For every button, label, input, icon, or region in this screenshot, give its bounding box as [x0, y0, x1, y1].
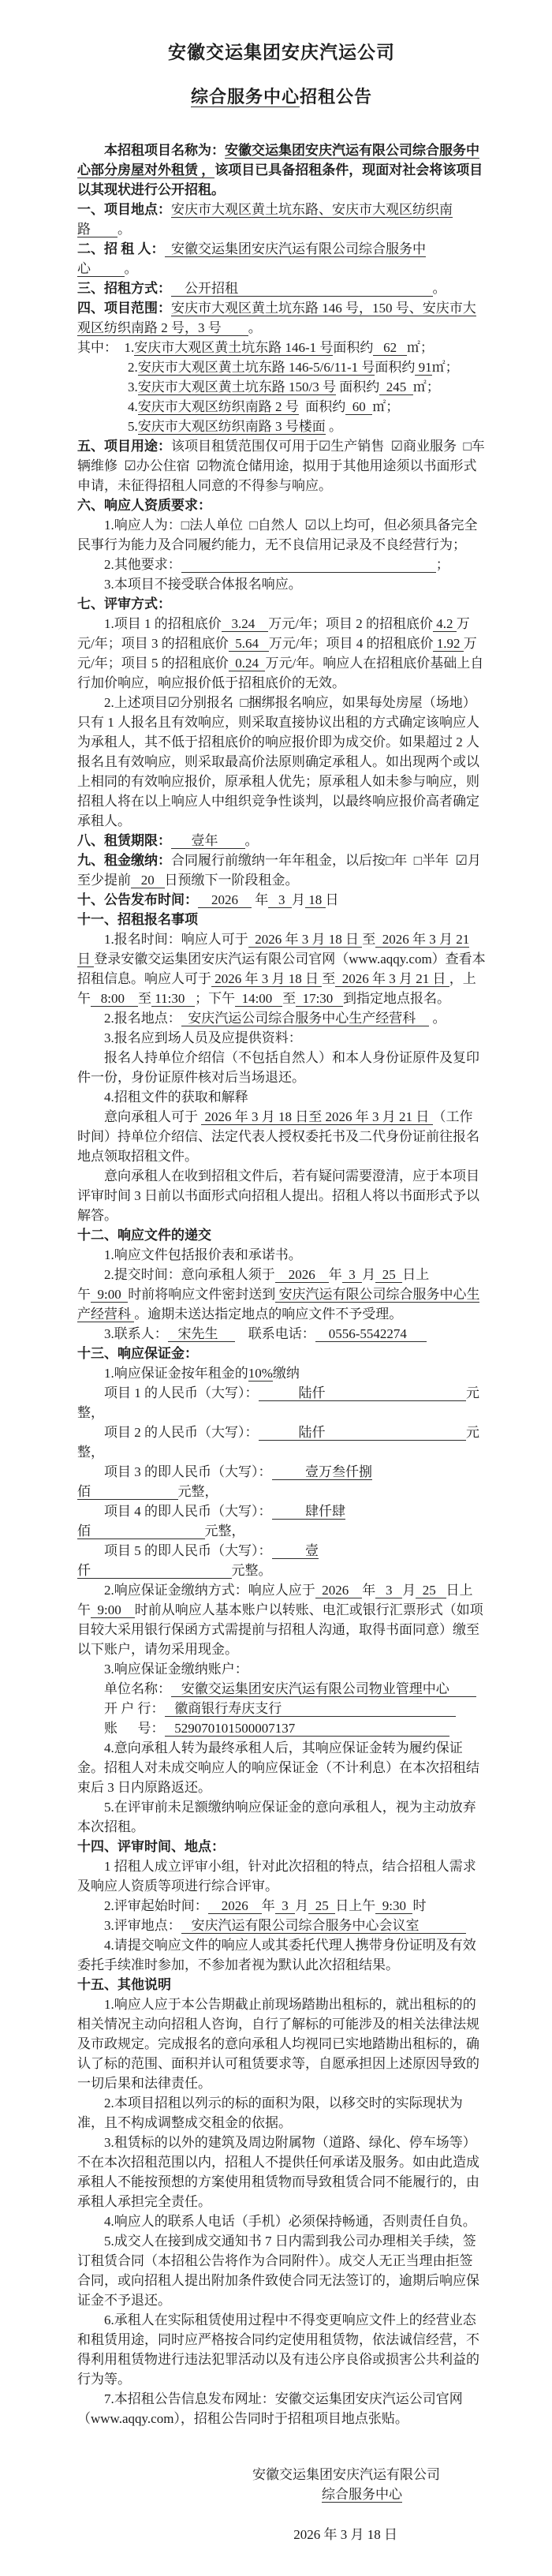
fill-in-value: 宋先生	[167, 1326, 235, 1341]
text-segment: 6.承租人在实际租赁使用过程中不得变更响应文件上的经营业态和租赁用途，同时应严格按合同约定使用租赁物，依法诚信经营，不得利用租赁物进行违法犯罪活动以及有违公序良俗或损害公共利益的行为等。	[77, 2312, 479, 2387]
fill-in-value: 2026 年 3 月 21 日	[335, 971, 449, 986]
fill-in-value: 壹万叁仟捌佰	[77, 1464, 372, 1499]
text-segment: 至	[362, 932, 376, 947]
text-segment: 时前从响应人基本账户以转账、电汇或银行汇票形式（如项目较大采用银行保函方式需提前与招租人沟通，取得书面同意）缴至以下账户，请勿采用现金。	[77, 1602, 483, 1657]
text-segment: 年	[261, 1898, 275, 1913]
fill-in-value: 3	[268, 892, 292, 907]
document-title-rest: 招租公告	[300, 87, 373, 107]
fill-in-value: 公开招租	[171, 281, 433, 296]
section-heading	[77, 200, 486, 239]
text-segment: 1.报名时间：响应人可于	[104, 932, 248, 947]
text-segment: 物流仓储用途，拟用于其他用途须以书面形式申请，未征得招租人同意的不得参与响应。	[77, 458, 477, 493]
section-heading	[77, 910, 486, 929]
sub-item	[77, 2093, 486, 2133]
text-segment: 登录安徽交运集团安庆汽运有限公司官网（www.aqqy.com）查看本招租信息。响应人可于	[77, 952, 486, 986]
checkbox-checked-icon: ☑	[319, 439, 331, 454]
text-segment: 年	[252, 892, 269, 907]
text-segment: 。	[432, 281, 446, 296]
fill-in-value: 25	[308, 1898, 336, 1913]
fill-in-value: 安庆汽运有限公司综合服务中心生产经营科	[77, 1287, 480, 1322]
fill-in-value: 10%	[248, 1366, 273, 1381]
text-segment: 七、评审方式：	[77, 596, 171, 611]
text-segment: 年	[362, 1583, 376, 1598]
text-segment: 5.成交人在接到成交通知书 7 日内需到我公司办理相关手续，签订租赁合同（本招租公告将作为合同附件）。成交人无正当理由拒签合同，或向招租人提出附加条件致使合同无法签订的，逾期后响应保证金不予退还。	[77, 2234, 479, 2308]
text-segment: 至	[282, 991, 297, 1006]
text-segment: 2.其他要求：	[104, 557, 181, 572]
fill-in-value: 5.64	[228, 636, 269, 651]
fill-in-value: 62	[373, 340, 407, 355]
text-segment: 4.招租文件的获取和解释	[104, 1090, 248, 1105]
text-segment: 万元/年；项目 4 的招租底价	[268, 636, 434, 651]
document-body	[77, 140, 486, 2428]
text-segment: 1.项目 1 的招租底价	[104, 616, 222, 631]
fill-in-value: 3	[274, 1898, 296, 1913]
account-line	[77, 1699, 486, 1718]
text-segment: 时	[412, 1898, 427, 1913]
text-segment: 项目 1 的人民币（大写）：	[104, 1385, 259, 1400]
text-segment: 缴纳	[272, 1366, 300, 1381]
text-segment: 商业服务	[403, 439, 464, 454]
text-segment: 十五、其他说明	[77, 1977, 171, 1992]
text-segment: ㎡；	[406, 340, 434, 355]
fill-in-value: 安徽交运集团安庆汽运有限公司综合服务中心	[77, 241, 426, 276]
text-segment: ；下午	[195, 991, 236, 1006]
text-segment: 1.响应保证金按年租金的	[104, 1366, 248, 1381]
checkbox-checked-icon: ☑	[455, 853, 468, 868]
sub-item	[77, 338, 486, 357]
fill-in-value: 安庆市大观区纺织南路 3 号楼面	[137, 419, 326, 434]
sub-item	[77, 2211, 486, 2231]
text-segment: 报名人持单位介绍信（不包括自然人）和本人身份证原件及复印件一份，身份证原件核对后当场退还。	[77, 1050, 479, 1085]
text-segment: ，上午	[77, 971, 476, 1006]
deposit-line	[77, 1423, 486, 1462]
sub-item	[77, 1087, 486, 1107]
text-segment: 至	[322, 971, 336, 986]
paragraph	[77, 1107, 486, 1166]
text-segment: 项目 2 的人民币（大写）：	[104, 1425, 259, 1440]
sub-item	[77, 574, 486, 594]
text-segment: 开 户 行：	[104, 1701, 165, 1716]
section-heading	[77, 1837, 486, 1856]
fill-in-value: 91	[415, 360, 432, 375]
document-title-underlined-part: 综合服务中心	[190, 87, 300, 107]
sub-item	[77, 1797, 486, 1837]
checkbox-unchecked-icon: □	[413, 853, 423, 868]
paragraph	[77, 1048, 486, 1087]
text-segment: 九、租金缴纳：	[77, 853, 171, 868]
text-segment: 办公住宿	[136, 458, 197, 473]
text-segment: 账	[104, 1721, 138, 1736]
text-segment: 至	[137, 991, 151, 1006]
fill-in-value: 2026 年 3 月 18 日	[211, 971, 323, 986]
text-segment: 元整，	[77, 1385, 479, 1420]
sub-item	[77, 1738, 486, 1797]
text-segment: 1.	[124, 340, 135, 355]
text-segment: 意向承租人在收到招租文件后，若有疑问需要澄清，应于本项目评审时间 3 日前以书面形式向招租人提出。招租人将以书面形式予以解答。	[77, 1168, 479, 1223]
signature-company: 安徽交运集团安庆汽运有限公司	[252, 2467, 440, 2482]
fill-in-value: 安庆汽运有限公司综合服务中心会议室	[181, 1918, 466, 1933]
fill-in-value	[181, 557, 436, 573]
text-segment: 。	[117, 222, 131, 237]
text-segment: 1.响应人应于本公告期截止前现场踏勘出租标的，就出租标的的相关情况主动向招租人咨询，自行了解标的可能涉及的相关法律法规及市政规定。完成报名的意向承租人均视同已实地踏勘出租标的，确认了标的范围、面积并认可租赁要求等，自愿承担因上述原因导致的一切后果和法律责任。	[77, 1997, 479, 2091]
text-segment: 。	[325, 419, 342, 434]
fill-in-value: 2026 年 3 月 18 日至 2026 年 3 月 21 日	[201, 1109, 433, 1124]
fill-in-value: 2026 年 3 月 18 日	[248, 932, 363, 947]
sub-item	[77, 2389, 486, 2428]
text-segment: 3.	[128, 379, 138, 394]
fill-in-value: 3	[341, 1267, 363, 1282]
section-heading	[77, 495, 486, 515]
fill-in-value: 14:00	[235, 991, 283, 1006]
fill-in-value: 9:00	[91, 1287, 129, 1302]
fill-in-value: 529070101500007137	[164, 1721, 449, 1736]
intro-paragraph	[77, 140, 486, 200]
section-heading	[77, 298, 486, 338]
text-segment: 万元/年；项目 2 的招租底价	[268, 616, 433, 631]
section-heading	[77, 1344, 486, 1363]
fill-in-value: 安庆市大观区纺织南路 2 号	[137, 399, 299, 414]
text-segment: 十三、响应保证金：	[77, 1346, 198, 1361]
text-segment: 其中：	[77, 340, 125, 355]
checkbox-unchecked-icon: □	[181, 518, 190, 533]
deposit-line	[77, 1383, 486, 1423]
checkbox-unchecked-icon: □	[249, 518, 258, 533]
text-segment: 半年	[422, 853, 456, 868]
text-segment: 面积约	[335, 379, 380, 394]
fill-in-value: 4.2	[432, 616, 457, 631]
sub-item	[77, 1008, 486, 1028]
text-segment: 法人单位	[189, 518, 250, 533]
text-segment: 合同履行前缴纳一年年租金，以后按	[171, 853, 386, 868]
text-segment: 该项目已具备招租条件，现面对社会将该项目以其现状进行公开招租。	[77, 163, 483, 197]
text-segment: 3.响应保证金缴纳账户：	[104, 1662, 248, 1677]
document-title-line2	[77, 85, 486, 109]
fill-in-value: 0.24	[228, 656, 266, 671]
section-heading	[77, 279, 486, 298]
text-segment: 月	[402, 1583, 416, 1598]
text-segment: 单位名称：	[104, 1681, 171, 1696]
checkbox-checked-icon: ☑	[196, 458, 209, 473]
fill-in-value: 壹年	[171, 833, 245, 848]
fill-in-value: 2026	[315, 1583, 363, 1598]
section-heading	[77, 890, 486, 910]
sub-item	[77, 693, 486, 831]
sub-item	[77, 1324, 486, 1344]
sub-item	[77, 2231, 486, 2310]
text-segment: 2.提交时间：意向承租人须于	[104, 1267, 275, 1282]
fill-in-value: 1.92	[433, 636, 464, 651]
text-segment: 项目 4 的即人民币（大写）：	[104, 1504, 272, 1519]
deposit-line	[77, 1462, 486, 1501]
checkbox-checked-icon: ☑	[124, 458, 136, 473]
text-segment: 面积约	[298, 399, 346, 414]
fill-in-value: 安庆汽运公司综合服务中心生产经营科	[181, 1011, 430, 1026]
text-segment: 万元/年。响应人在招租底价基础上自行加价响应，响应报价低于招租底价的无效。	[77, 656, 484, 690]
text-segment: 车辆维修	[77, 439, 485, 473]
text-segment: 八、租赁期限：	[77, 833, 171, 848]
fill-in-value: 9:00	[91, 1602, 135, 1617]
fill-in-value: 18	[305, 892, 326, 907]
fill-in-value: 徽商银行寿庆支行	[164, 1701, 457, 1716]
sub-item	[77, 1245, 486, 1265]
text-segment: 项目 5 的即人民币（大写）：	[104, 1543, 272, 1558]
text-segment: 。	[429, 1011, 446, 1026]
text-segment: 月	[295, 1898, 309, 1913]
text-segment: ；	[435, 557, 449, 572]
text-segment: 年	[328, 1267, 342, 1282]
fill-in-value: 2026 年 3 月 21 日	[77, 932, 470, 966]
text-segment: 意向承租人可于	[104, 1109, 202, 1124]
checkbox-checked-icon: ☑	[390, 439, 403, 454]
sub-item	[77, 1856, 486, 1896]
sub-item	[77, 1363, 486, 1383]
fill-in-value: 8:00	[91, 991, 138, 1006]
section-heading	[77, 436, 486, 495]
fill-in-value: 0556-5542274	[315, 1326, 427, 1341]
checkbox-unchecked-icon: □	[386, 853, 394, 868]
text-segment: 六、响应人资质要求：	[77, 498, 211, 513]
text-segment: 4.响应人的联系人电话（手机）必须保持畅通，否则责任自负。	[104, 2214, 476, 2229]
sub-item	[128, 417, 486, 436]
fill-in-value: 安庆市大观区黄土坑东路 146 号，150 号、安庆市大观区纺织南路 2 号，3 号	[77, 301, 476, 335]
text-segment: 分别报名	[180, 695, 241, 710]
fill-in-value: 25	[375, 1267, 403, 1282]
fill-in-value: 25	[416, 1583, 446, 1598]
sub-item	[77, 614, 486, 693]
fill-in-value: 20	[131, 873, 165, 888]
paragraph	[77, 1166, 486, 1225]
text-segment: 号：	[137, 1721, 165, 1736]
checkbox-checked-icon: ☑	[167, 695, 180, 710]
text-segment: 一、项目地点：	[77, 202, 171, 217]
sub-item	[77, 515, 486, 555]
text-segment: 四、项目范围：	[77, 301, 171, 316]
text-segment: 月至少提前	[77, 853, 481, 888]
text-segment: 5.	[128, 419, 138, 434]
text-segment: 元整，	[77, 1425, 479, 1460]
signature-department	[77, 2484, 486, 2504]
text-segment: 3.租赁标的以外的建筑及周边附属物（道路、绿化、停车场等）不在本次招租范围以内，招租人不提供任何承诺及服务。如由此造成承租人不能按预想的方案使用租赁物而导致租赁合同不能履行的，由承租人承担完全责任。	[77, 2135, 479, 2209]
text-segment: 元整，	[204, 1524, 245, 1538]
text-segment: 。逾期未送达指定地点的响应文件不予受理。	[134, 1307, 403, 1322]
fill-in-value: 3.24	[221, 616, 269, 631]
text-segment: ㎡；	[412, 379, 440, 394]
text-segment: 月	[292, 892, 305, 907]
text-segment: 十、公告发布时间：	[77, 892, 198, 907]
text-segment: （工作时间）持单位介绍信、法定代表人授权委托书及二代身份证前往报名地点领取招租文件。	[77, 1109, 479, 1164]
text-segment: 项目 3 的即人民币（大写）：	[104, 1464, 272, 1479]
sub-item	[77, 1916, 486, 1935]
sub-item	[77, 1935, 486, 1975]
text-segment: 1.响应人为：	[104, 518, 181, 533]
section-heading	[77, 594, 486, 614]
fill-in-value: 安庆市大观区黄土坑东路 150/3 号	[137, 379, 336, 394]
fill-in-value: 11:30	[151, 991, 196, 1006]
section-heading	[77, 1975, 486, 1995]
text-segment: 日上午	[77, 1267, 430, 1302]
text-segment: 日上午	[335, 1898, 376, 1913]
sub-item	[77, 929, 486, 1008]
text-segment: 2.响应保证金缴纳方式：响应人应于	[104, 1583, 315, 1598]
signature-date: 2026 年 3 月 18 日	[293, 2527, 397, 2542]
section-heading	[77, 851, 486, 890]
text-segment: 十二、响应文件的递交	[77, 1228, 211, 1243]
text-segment: 2.上述项目	[104, 695, 168, 710]
fill-in-value: 肆仟肆佰	[77, 1504, 345, 1538]
text-segment: 1.响应文件包括报价表和承诺书。	[104, 1247, 302, 1262]
signature-department-text: 综合服务中心	[322, 2487, 402, 2502]
text-segment: 3.联系人：	[104, 1326, 168, 1341]
fill-in-value: 245	[379, 379, 413, 394]
text-segment: 十一、招租报名事项	[77, 912, 198, 927]
text-segment: 三、招租方式：	[77, 281, 171, 296]
fill-in-value: 安徽交运集团安庆汽运有限公司综合服务中心部分房屋对外租赁	[77, 143, 479, 178]
text-segment: 2.	[128, 360, 138, 375]
fill-in-value: 2026	[207, 1898, 262, 1913]
fill-in-value: 60	[345, 399, 373, 414]
text-segment: 7.本招租公告信息发布网址：安徽交运集团安庆汽运公司官网（www.aqqy.com），招租公告同时于招租项目地点张贴。	[77, 2391, 463, 2426]
text-segment: 元整，	[177, 1484, 218, 1499]
document-title-line1: 安徽交运集团安庆汽运公司	[168, 43, 395, 62]
text-segment: 4.请提交响应文件的响应人或其委托代理人携带身份证明及有效委托手续准时参加，不参加者视为默认此次招租结果。	[77, 1938, 476, 1972]
text-segment: 面积约	[333, 340, 374, 355]
text-segment: 捆绑报名响应，如果每处房屋（场地）只有 1 人报名且有效响应，则采取直接协议出租的方式确定该响应人为承租人，其不低于招租底价的响应报价即为成交价。如果超过 2 人报名且有效响应，则采取最高价法原则确定承租人。如出现两个或以上相同的有效响应报价，原承租人优先；原承租人如未参与响应，则招租人将在以上响应人中组织竞争性谈判，以最终响应报价高者确定承租人。	[77, 695, 479, 828]
text-segment: 万元/年；项目 5 的招租底价	[77, 636, 477, 671]
text-segment: 日上午	[77, 1583, 473, 1617]
text-segment: 面积约	[375, 360, 416, 375]
checkbox-unchecked-icon: □	[240, 695, 248, 710]
sub-item	[77, 2310, 486, 2389]
text-segment: 联系电话：	[234, 1326, 315, 1341]
text-segment: 万元/年；项目 3 的招租底价	[77, 616, 470, 651]
checkbox-unchecked-icon: □	[463, 439, 472, 454]
fill-in-value: 安庆市大观区黄土坑东路 146-5/6/11-1 号	[137, 360, 375, 375]
text-segment: 4.	[128, 399, 138, 414]
sub-item	[77, 555, 486, 574]
text-segment: 。	[124, 261, 138, 276]
text-segment: 3.报名应到场人员及应提供资料：	[104, 1030, 302, 1045]
text-segment: 。	[248, 320, 262, 335]
text-segment: 自然人	[257, 518, 305, 533]
sub-item	[128, 377, 486, 397]
text-segment: 十四、评审时间、地点：	[77, 1839, 225, 1854]
section-heading	[77, 239, 486, 279]
sub-item	[77, 1659, 486, 1679]
text-segment: ㎡；	[372, 399, 400, 414]
account-line	[77, 1718, 486, 1738]
section-heading	[77, 1225, 486, 1245]
fill-in-value: 17:30	[296, 991, 344, 1006]
fill-in-value: 2026	[274, 1267, 329, 1282]
fill-in-value: 安庆市大观区黄土坑东路、安庆市大观区纺织南路	[77, 202, 453, 237]
text-segment: 日	[325, 892, 339, 907]
sub-item	[77, 1028, 486, 1048]
checkbox-checked-icon: ☑	[304, 518, 317, 533]
deposit-line	[77, 1501, 486, 1541]
text-segment: 3.评审地点：	[104, 1918, 181, 1933]
sub-item	[77, 1265, 486, 1324]
text-segment: 以上均可，但必须具备完全民事行为能力及合同履约能力，无不良信用记录及不良经营行为；	[77, 518, 478, 552]
text-segment: 五、项目用途：	[77, 439, 171, 454]
sub-item	[77, 1995, 486, 2093]
text-segment: 2.本项目招租以列示的标的面积为限，以移交时的实际现状为准，且不构成调整成交租金的依据。	[77, 2096, 463, 2130]
text-segment: 该项目租赁范围仅可用于	[171, 439, 319, 454]
sub-item	[77, 1896, 486, 1916]
account-line	[77, 1679, 486, 1699]
text-segment: 本招租项目名称为：	[104, 143, 225, 158]
fill-in-value: 陆仟	[258, 1385, 466, 1400]
text-segment: 3.本项目不接受联合体报名响应。	[104, 577, 302, 592]
sub-item	[77, 2133, 486, 2211]
text-segment: 日预缴下一阶段租金。	[164, 873, 299, 888]
text-segment: 元整。	[231, 1563, 272, 1578]
sub-item	[128, 397, 486, 417]
fill-in-value: 2026	[198, 892, 252, 907]
sub-item	[77, 1580, 486, 1659]
text-segment: 4.意向承租人转为最终承租人后，其响应保证金转为履约保证金。招租人对未成交响应人的响应保证金（不计利息）在本次招租结束后 3 日内原路返还。	[77, 1740, 479, 1795]
text-segment: 二、招 租 人：	[77, 241, 165, 256]
text-segment: 月	[362, 1267, 376, 1282]
text-segment: 5.在评审前未足额缴纳响应保证金的意向承租人，视为主动放弃本次招租。	[77, 1800, 476, 1834]
text-segment: 。	[244, 833, 259, 848]
text-segment: 生产销售	[330, 439, 391, 454]
text-segment: 到指定地点报名。	[343, 991, 451, 1006]
text-segment: 时前将响应文件密封送到	[128, 1287, 276, 1302]
sub-item	[128, 357, 486, 377]
text-segment: 2.评审起始时间：	[104, 1898, 208, 1913]
text-segment: 年	[393, 853, 414, 868]
deposit-line	[77, 1541, 486, 1580]
fill-in-value: 陆仟	[258, 1425, 466, 1440]
fill-in-value: 3	[375, 1583, 403, 1598]
fill-in-value: 安徽交运集团安庆汽运有限公司物业管理中心	[171, 1681, 476, 1696]
fill-in-value: 安庆市大观区黄土坑东路 146-1 号	[134, 340, 334, 355]
text-segment: 2.报名地点：	[104, 1011, 181, 1026]
fill-in-value: ，	[201, 163, 215, 178]
text-segment: 1 招租人成立评审小组，针对此次招租的特点，结合招租人需求及响应人资质等项进行综合评审。	[77, 1859, 476, 1894]
fill-in-value: 9:30	[375, 1898, 413, 1913]
section-heading	[77, 831, 486, 851]
fill-in-value: 壹仟	[77, 1543, 319, 1578]
text-segment: ㎡；	[431, 360, 459, 375]
